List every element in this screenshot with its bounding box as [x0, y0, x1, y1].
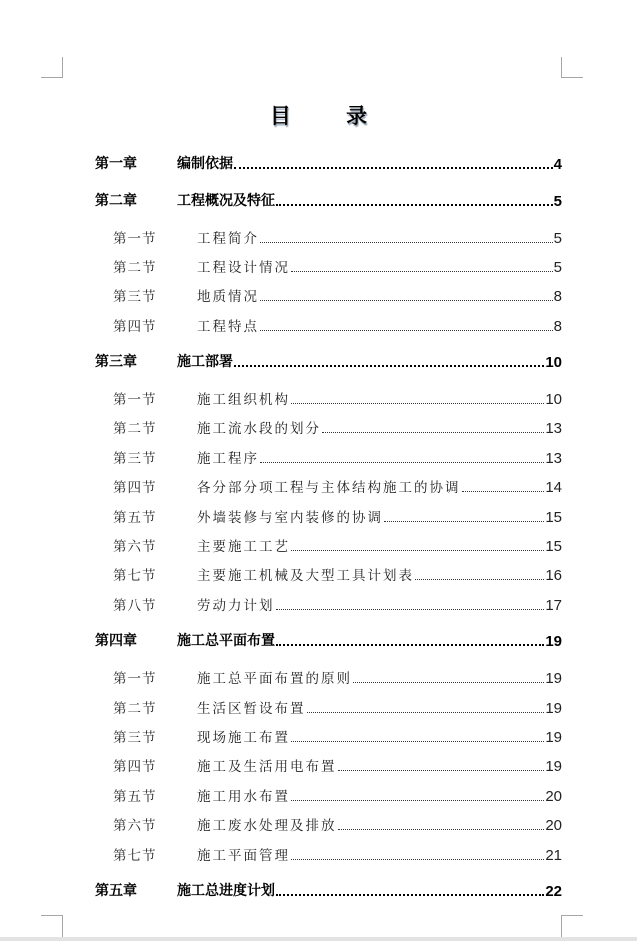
toc-entry-number: 第四章 [95, 633, 137, 649]
toc-entry-page: 10 [545, 391, 562, 408]
toc-section-entry[interactable] [113, 506, 562, 526]
toc-entry-page: 19 [545, 758, 562, 775]
toc-entry-number: 第二节 [113, 421, 157, 437]
toc-section-entry[interactable] [113, 726, 562, 746]
toc-entry-number: 第四节 [113, 480, 157, 496]
page-corner-mark-bottom-left [41, 915, 63, 938]
toc-entry-page: 20 [545, 817, 562, 834]
toc-chapter-entry[interactable] [95, 153, 562, 173]
toc-entry-page: 13 [545, 420, 562, 437]
toc-entry-title: 主要施工机械及大型工具计划表 [197, 568, 414, 584]
toc-entry-number: 第三节 [113, 451, 157, 467]
toc-entry-page: 5 [553, 230, 562, 247]
toc-entry-title: 编制依据 [177, 156, 233, 172]
dot-leader [291, 859, 544, 860]
toc-entry-number: 第四节 [113, 759, 157, 775]
dot-leader [276, 609, 545, 610]
toc-entry-title: 工程概况及特征 [177, 193, 275, 209]
toc-entry-page: 19 [545, 670, 562, 687]
toc-entry-page: 19 [545, 700, 562, 717]
toc-section-entry[interactable] [113, 227, 562, 247]
toc-title: 目 录 [269, 103, 392, 128]
toc-entry-page: 20 [545, 788, 562, 805]
toc-entry-number: 第一节 [113, 671, 157, 687]
toc-chapter-entry[interactable] [95, 190, 562, 210]
toc-entry-title: 施工流水段的划分 [197, 421, 321, 437]
toc-chapter-entry[interactable] [95, 880, 562, 900]
toc-section-entry[interactable] [113, 564, 562, 584]
toc-entry-title: 施工组织机构 [197, 392, 290, 408]
toc-entry-page: 8 [553, 318, 562, 335]
toc-entry-number: 第二章 [95, 193, 137, 209]
toc-entry-title: 施工废水处理及排放 [197, 818, 337, 834]
toc-entry-title: 生活区暂设布置 [197, 701, 306, 717]
toc-entry-page: 14 [545, 479, 562, 496]
toc-entry-number: 第一节 [113, 392, 157, 408]
toc-section-entry[interactable] [113, 697, 562, 717]
toc-entry-number: 第六节 [113, 818, 157, 834]
dot-leader [291, 271, 553, 272]
dot-leader [353, 682, 544, 683]
toc-entry-page: 17 [545, 597, 562, 614]
toc-section-entry[interactable] [113, 285, 562, 305]
dot-leader [338, 829, 545, 830]
dot-leader [276, 894, 544, 896]
toc-entry-number: 第五章 [95, 883, 137, 899]
toc-entry-title: 地质情况 [197, 289, 259, 305]
dot-leader [291, 800, 544, 801]
dot-leader [260, 462, 544, 463]
toc-entry-page: 16 [545, 567, 562, 584]
toc-entry-page: 19 [545, 729, 562, 746]
toc-entry-page: 15 [545, 538, 562, 555]
toc-entry-number: 第一章 [95, 156, 137, 172]
dot-leader [260, 300, 553, 301]
toc-entry-title: 主要施工工艺 [197, 539, 290, 555]
toc-entry-number: 第八节 [113, 598, 157, 614]
dot-leader [384, 521, 544, 522]
toc-entry-page: 15 [545, 509, 562, 526]
dot-leader [462, 491, 545, 492]
dot-leader [260, 330, 553, 331]
toc-entry-page: 10 [545, 354, 562, 371]
dot-leader [260, 242, 553, 243]
toc-entry-title: 各分部分项工程与主体结构施工的协调 [197, 480, 461, 496]
toc-entry-page: 4 [553, 156, 562, 173]
toc-entry-page: 13 [545, 450, 562, 467]
toc-section-entry[interactable] [113, 785, 562, 805]
dot-leader [234, 167, 553, 169]
toc-entry-number: 第一节 [113, 231, 157, 247]
page-corner-mark-top-left [41, 57, 63, 78]
toc-entry-page: 5 [553, 193, 562, 210]
toc-chapter-entry[interactable] [95, 630, 562, 650]
toc-entry-number: 第三章 [95, 354, 137, 370]
dot-leader [291, 550, 544, 551]
toc-section-entry[interactable] [113, 667, 562, 687]
dot-leader [307, 712, 545, 713]
toc-entry-title: 工程特点 [197, 319, 259, 335]
toc-entry-title: 工程简介 [197, 231, 259, 247]
page-corner-mark-top-right [561, 57, 583, 78]
dot-leader [276, 644, 544, 646]
dot-leader [276, 204, 553, 206]
toc-entry-title: 施工总进度计划 [177, 883, 275, 899]
dot-leader [291, 741, 544, 742]
toc-entry-number: 第二节 [113, 260, 157, 276]
toc-entry-title: 施工部署 [177, 354, 233, 370]
page-gap [0, 937, 637, 941]
toc-entry-title: 劳动力计划 [197, 598, 275, 614]
toc-section-entry[interactable] [113, 417, 562, 437]
toc-section-entry[interactable] [113, 476, 562, 496]
toc-section-entry[interactable] [113, 315, 562, 335]
toc-entry-number: 第七节 [113, 568, 157, 584]
page-corner-mark-bottom-right [561, 915, 583, 938]
toc-entry-title: 工程设计情况 [197, 260, 290, 276]
toc-section-entry[interactable] [113, 388, 562, 408]
toc-entry-title: 施工平面管理 [197, 848, 290, 864]
toc-chapter-entry[interactable] [95, 351, 562, 371]
toc-entry-title: 施工总平面布置的原则 [197, 671, 352, 687]
toc-entry-title: 施工用水布置 [197, 789, 290, 805]
toc-entry-title: 施工及生活用电布置 [197, 759, 337, 775]
toc-entry-number: 第四节 [113, 319, 157, 335]
toc-section-entry[interactable] [113, 755, 562, 775]
toc-section-entry[interactable] [113, 447, 562, 467]
dot-leader [415, 579, 544, 580]
toc-entry-title: 施工程序 [197, 451, 259, 467]
toc-entry-page: 22 [545, 883, 562, 900]
toc-section-entry[interactable] [113, 594, 562, 614]
toc-entry-page: 8 [553, 288, 562, 305]
toc-entry-title: 现场施工布置 [197, 730, 290, 746]
toc-entry-number: 第五节 [113, 510, 157, 526]
toc-section-entry[interactable] [113, 814, 562, 834]
dot-leader [322, 432, 544, 433]
dot-leader [234, 365, 544, 367]
toc-entry-page: 21 [545, 847, 562, 864]
toc-entry-number: 第五节 [113, 789, 157, 805]
toc-section-entry[interactable] [113, 844, 562, 864]
toc-section-entry[interactable] [113, 256, 562, 276]
toc-entry-title: 施工总平面布置 [177, 633, 275, 649]
dot-leader [338, 770, 545, 771]
toc-entry-number: 第三节 [113, 289, 157, 305]
toc-entry-number: 第三节 [113, 730, 157, 746]
toc-entry-number: 第二节 [113, 701, 157, 717]
toc-entry-number: 第七节 [113, 848, 157, 864]
toc-entry-title: 外墙装修与室内装修的协调 [197, 510, 383, 526]
toc-entry-page: 19 [545, 633, 562, 650]
toc-entry-number: 第六节 [113, 539, 157, 555]
dot-leader [291, 403, 544, 404]
toc-entry-page: 5 [553, 259, 562, 276]
toc-section-entry[interactable] [113, 535, 562, 555]
